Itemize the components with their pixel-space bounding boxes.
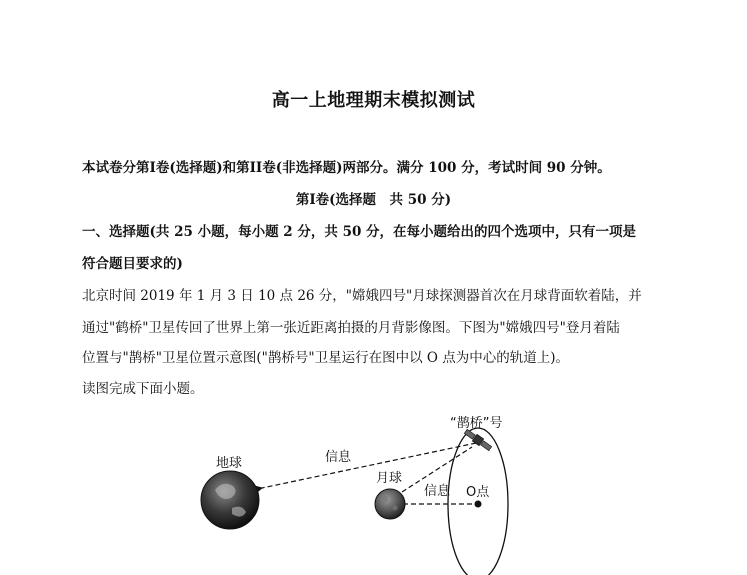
earth-icon: [201, 471, 259, 529]
info-label-top: 信息: [325, 450, 352, 465]
satellite-label: “鹊桥”号: [450, 416, 503, 431]
question-heading-line-2: 符合题目要求的): [82, 256, 183, 272]
o-point: [475, 501, 482, 508]
o-point-label: O点: [466, 485, 490, 500]
page-title: 高一上地理期末模拟测试: [271, 90, 476, 111]
moon-label: 月球: [376, 471, 403, 486]
question-heading-line-1: 一、选择题(共 25 小题，每小题 2 分，共 50 分，在每小题给出的四个选项中，只有一项是: [82, 224, 637, 240]
instruction-text: 读图完成下面小题。: [82, 381, 204, 397]
earth-label: 地球: [216, 456, 243, 471]
earth-moon-satellite-diagram: [180, 400, 540, 575]
intro-text: 本试卷分第I卷(选择题)和第II卷(非选择题)两部分。满分 100 分，考试时间 90 分钟。: [82, 160, 611, 176]
passage-line-2: 通过"鹤桥"卫星传回了世界上第一张近距离拍摄的月背影像图。下图为"嫦娥四号"登月着陆: [82, 320, 620, 336]
passage-line-3: 位置与"鹊桥"卫星位置示意图("鹊桥号"卫星运行在图中以 O 点为中心的轨道上)。: [82, 350, 570, 366]
moon-icon: [375, 489, 405, 519]
passage-line-1: 北京时间 2019 年 1 月 3 日 10 点 26 分，"嫦娥四号"月球探测器首次在月球背面软着陆，并: [82, 288, 642, 304]
info-label-bottom: 信息: [424, 484, 451, 499]
section-heading: 第I卷(选择题 共 50 分): [295, 192, 452, 208]
